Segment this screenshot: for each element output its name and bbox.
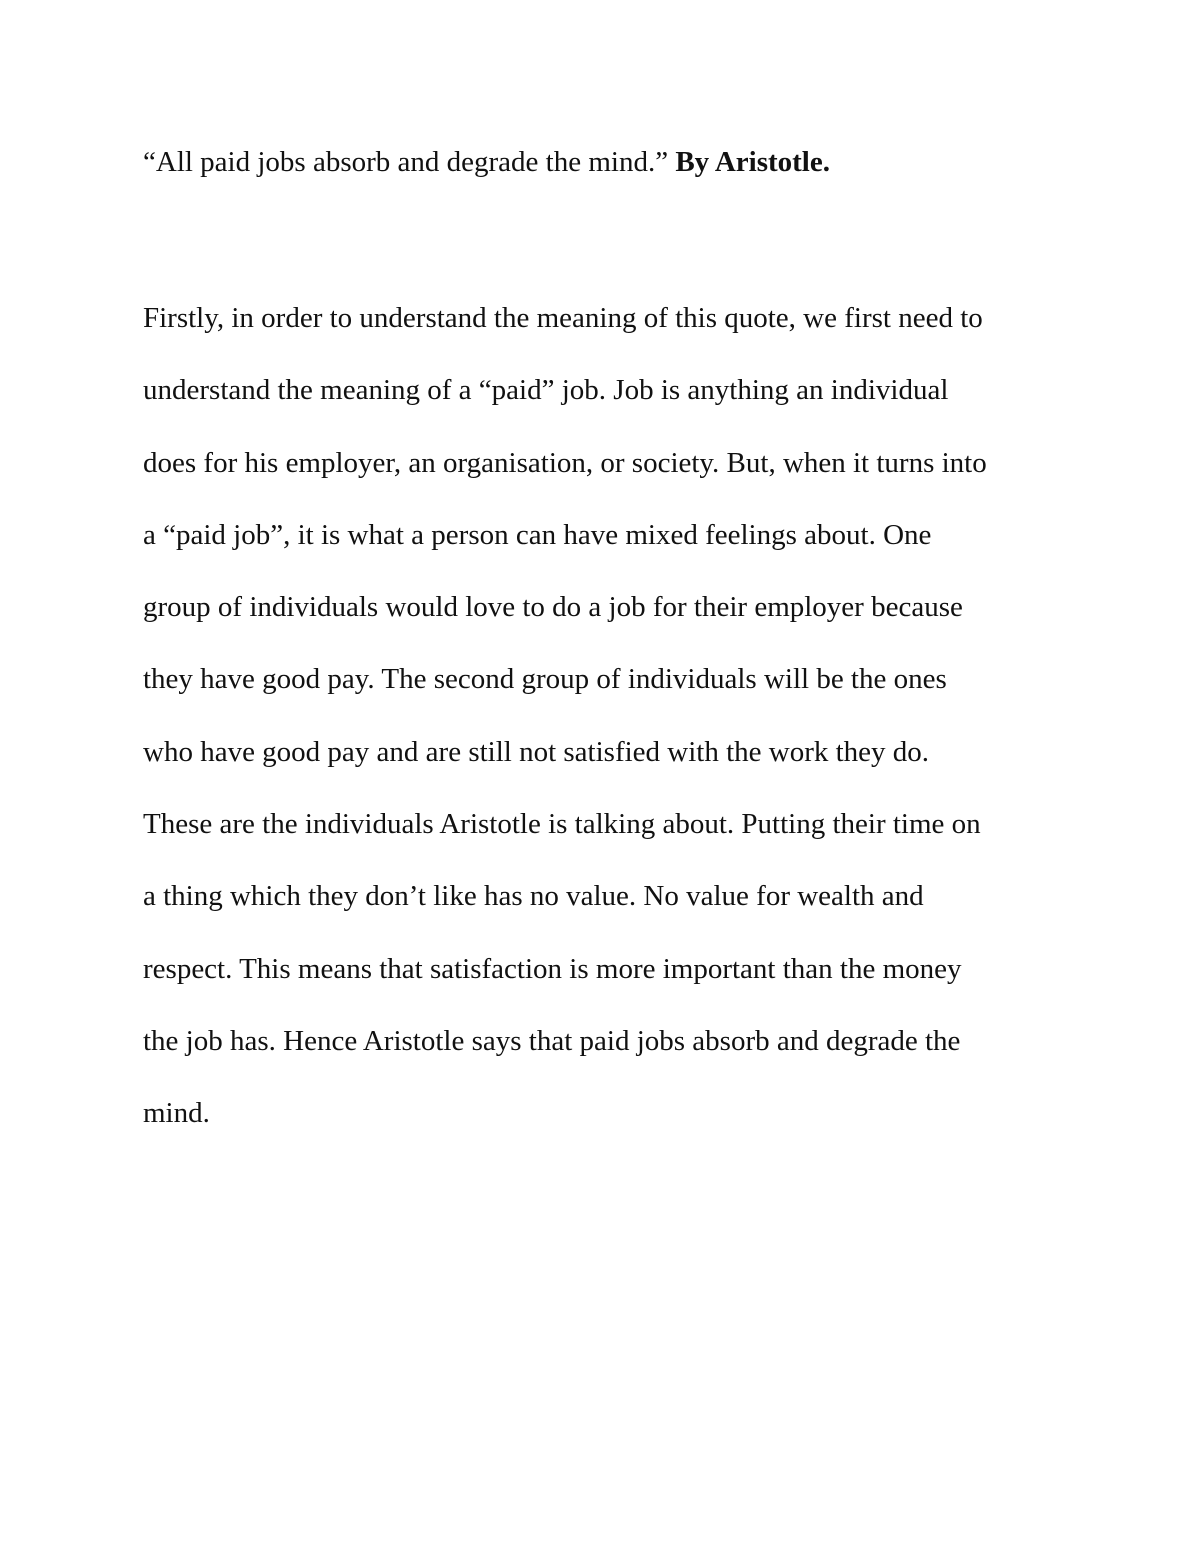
paragraph-line: group of individuals would love to do a job for their employer because	[143, 591, 963, 624]
paragraph-line: who have good pay and are still not satisfied with the work they do.	[143, 735, 930, 768]
quote-author: By Aristotle.	[675, 146, 830, 178]
paragraph-line: mind.	[143, 1097, 210, 1130]
paragraph-line: Firstly, in order to understand the meaning of this quote, we first need to	[143, 302, 983, 334]
quote-text: “All paid jobs absorb and degrade the mind.”	[143, 146, 669, 178]
paragraph-line: These are the individuals Aristotle is talking about. Putting their time on	[143, 808, 981, 841]
paragraph-line: they have good pay. The second group of individuals will be the ones	[143, 663, 947, 696]
paragraph-line: a “paid job”, it is what a person can have mixed feelings about. One	[143, 518, 932, 551]
quote-heading	[143, 138, 1073, 186]
paragraph-line: the job has. Hence Aristotle says that paid jobs absorb and degrade the	[143, 1024, 961, 1057]
paragraph-line: respect. This means that satisfaction is more important than the money	[143, 952, 962, 985]
paragraph-line: understand the meaning of a “paid” job. Job is anything an individual	[143, 374, 949, 407]
document-body	[143, 138, 1073, 1150]
paragraph-line: a thing which they don’t like has no value. No value for wealth and	[143, 880, 924, 913]
essay-paragraph	[143, 282, 1073, 1150]
paragraph-line: does for his employer, an organisation, or society. But, when it turns into	[143, 446, 987, 479]
